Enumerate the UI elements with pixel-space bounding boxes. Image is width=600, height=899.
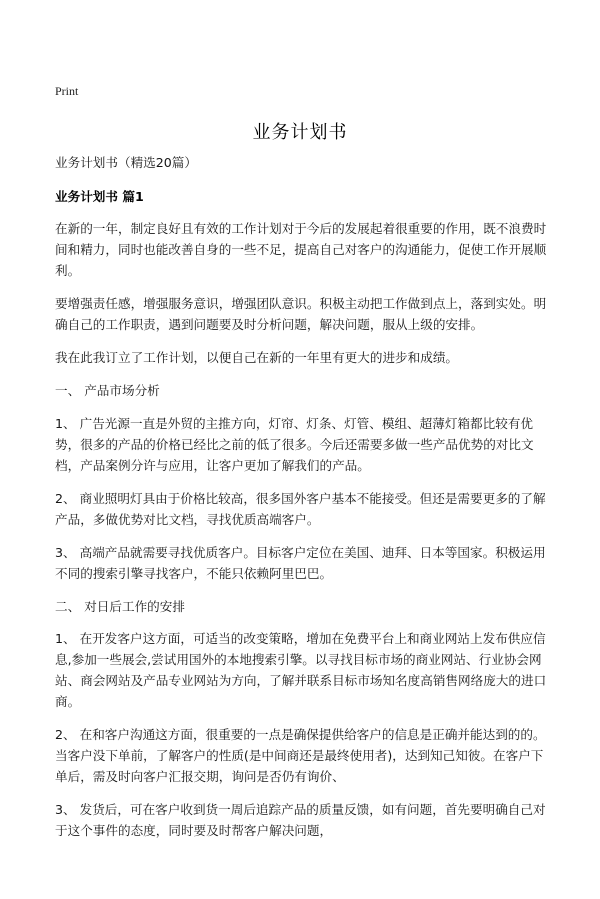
paragraph: 我在此我订立了工作计划，以便自己在新的一年里有更大的进步和成绩。 <box>55 350 458 365</box>
paragraph: 2、 商业照明灯具由于价格比较高，很多国外客户基本不能接受。但还是需要更多的了解产品，多做优势对比文档，寻找优质高端客户。 <box>55 491 546 527</box>
subheading: 一、 产品市场分析 <box>55 383 160 398</box>
paragraph: 1、 在开发客户这方面，可适当的改变策略，增加在免费平台上和商业网站上发布供应信息,参加一些展会,尝试用国外的本地搜索引擎。以寻找目标市场的商业网站、行业协会网站、商会网站及产品专业网站为方向，了解并联系目标市场知名度高销售网络庞大的进口商。 <box>55 631 547 709</box>
paragraph: 要增强责任感，增强服务意识，增强团队意识。积极主动把工作做到点上，落到实处。明确自己的工作职责，遇到问题要及时分析问题，解决问题，服从上级的安排。 <box>55 296 547 332</box>
page-title: 业务计划书 <box>252 122 348 143</box>
paragraph: 2、 在和客户沟通这方面，很重要的一点是确保提供给客户的信息是正确并能达到的的。当客户没下单前，了解客户的性质(是中间商还是最终使用者)，达到知己知彼。在客户下单后，需及时向客户汇报交期，询问是否仍有询价、 <box>55 727 546 784</box>
document-body <box>55 152 550 853</box>
paragraph: 3、 高端产品就需要寻找优质客户。目标客户定位在美国、迪拜、日本等国家。积极运用不同的搜索引擎寻找客户，不能只依赖阿里巴巴。 <box>55 545 546 581</box>
paragraph: 3、 发货后，可在客户收到货一周后追踪产品的质量反馈，如有问题，首先要明确自己对于这个事件的态度，同时要及时帮客户解决问题， <box>55 802 546 838</box>
paragraph: 在新的一年，制定良好且有效的工作计划对于今后的发展起着很重要的作用，既不浪费时间和精力，同时也能改善自身的一些不足，提高自己对客户的沟通能力，促使工作开展顺利。 <box>55 221 547 278</box>
section-heading: 业务计划书 篇1 <box>55 189 144 204</box>
subheading: 二、 对日后工作的安排 <box>55 599 185 614</box>
paragraph: 1、 广告光源一直是外贸的主推方向，灯帘、灯条、灯管、模组、超薄灯箱都比较有优势，很多的产品的价格已经比之前的低了很多。今后还需要多做一些产品优势的对比文档，产品案例分许与应用，让客户更加了解我们的产品。 <box>55 416 534 473</box>
document-subtitle: 业务计划书（精选20篇） <box>55 155 197 170</box>
print-link[interactable]: Print <box>55 84 79 98</box>
